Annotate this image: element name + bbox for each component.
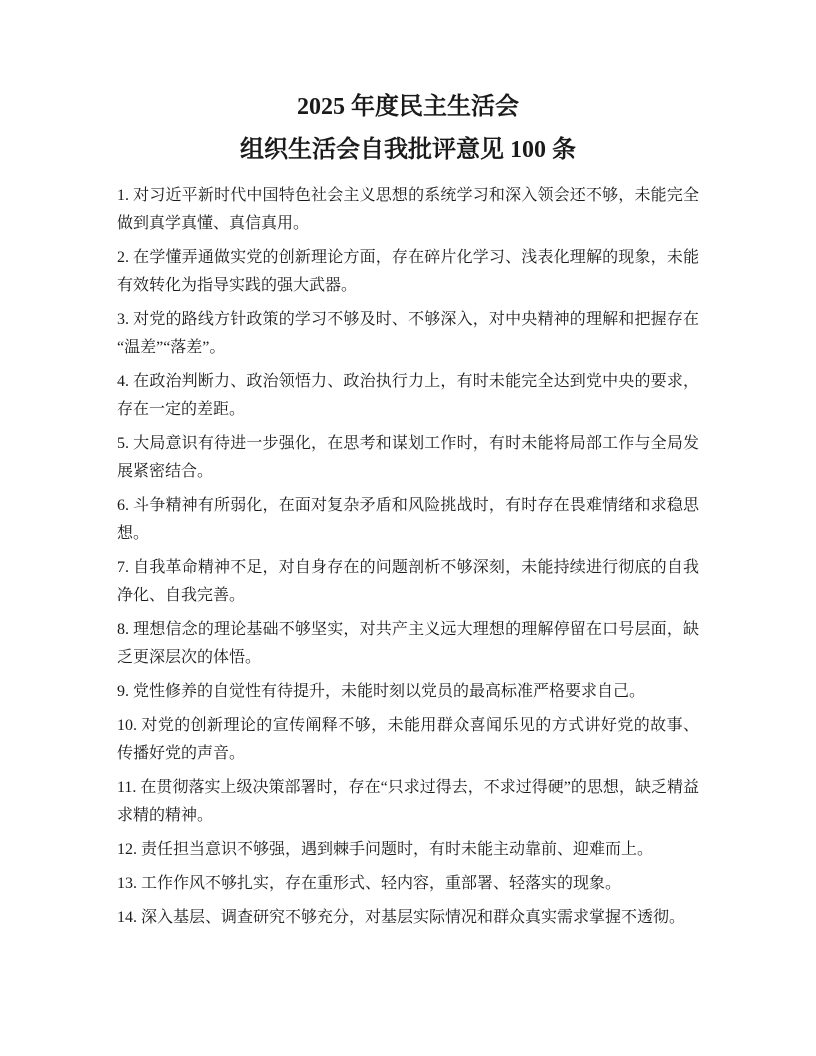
list-item: 13. 工作作风不够扎实，存在重形式、轻内容，重部署、轻落实的现象。 bbox=[117, 875, 622, 892]
list-item: 4. 在政治判断力、政治领悟力、政治执行力上，有时未能完全达到党中央的要求，存在一定的差距。 bbox=[117, 373, 699, 418]
list-item: 11. 在贯彻落实上级决策部署时，存在“只求过得去，不求过得硬”的思想，缺乏精益求精的精神。 bbox=[117, 779, 699, 824]
list-item: 14. 深入基层、调查研究不够充分，对基层实际情况和群众真实需求掌握不透彻。 bbox=[117, 909, 686, 926]
list-item: 7. 自我革命精神不足，对自身存在的问题剖析不够深刻，未能持续进行彻底的自我净化、自我完善。 bbox=[117, 559, 699, 604]
self-criticism-list bbox=[117, 182, 699, 932]
list-item: 9. 党性修养的自觉性有待提升，未能时刻以党员的最高标准严格要求自己。 bbox=[117, 683, 646, 700]
list-item: 10. 对党的创新理论的宣传阐释不够，未能用群众喜闻乐见的方式讲好党的故事、传播好党的声音。 bbox=[117, 717, 699, 762]
list-item: 6. 斗争精神有所弱化，在面对复杂矛盾和风险挑战时，有时存在畏难情绪和求稳思想。 bbox=[117, 497, 699, 542]
list-item: 8. 理想信念的理论基础不够坚实，对共产主义远大理想的理解停留在口号层面，缺乏更深层次的体悟。 bbox=[117, 621, 699, 666]
title-line-2: 组织生活会自我批评意见 100 条 bbox=[240, 137, 576, 163]
list-item: 12. 责任担当意识不够强，遇到棘手问题时，有时未能主动靠前、迎难而上。 bbox=[117, 841, 654, 858]
list-item: 2. 在学懂弄通做实党的创新理论方面，存在碎片化学习、浅表化理解的现象，未能有效转化为指导实践的强大武器。 bbox=[117, 249, 699, 294]
page-title bbox=[117, 86, 699, 172]
title-line-1: 2025 年度民主生活会 bbox=[297, 94, 519, 120]
list-item: 5. 大局意识有待进一步强化，在思考和谋划工作时，有时未能将局部工作与全局发展紧密结合。 bbox=[117, 435, 699, 480]
list-item: 1. 对习近平新时代中国特色社会主义思想的系统学习和深入领会还不够，未能完全做到真学真懂、真信真用。 bbox=[117, 187, 699, 232]
list-item: 3. 对党的路线方针政策的学习不够及时、不够深入，对中央精神的理解和把握存在“温差”“落差”。 bbox=[117, 311, 699, 356]
